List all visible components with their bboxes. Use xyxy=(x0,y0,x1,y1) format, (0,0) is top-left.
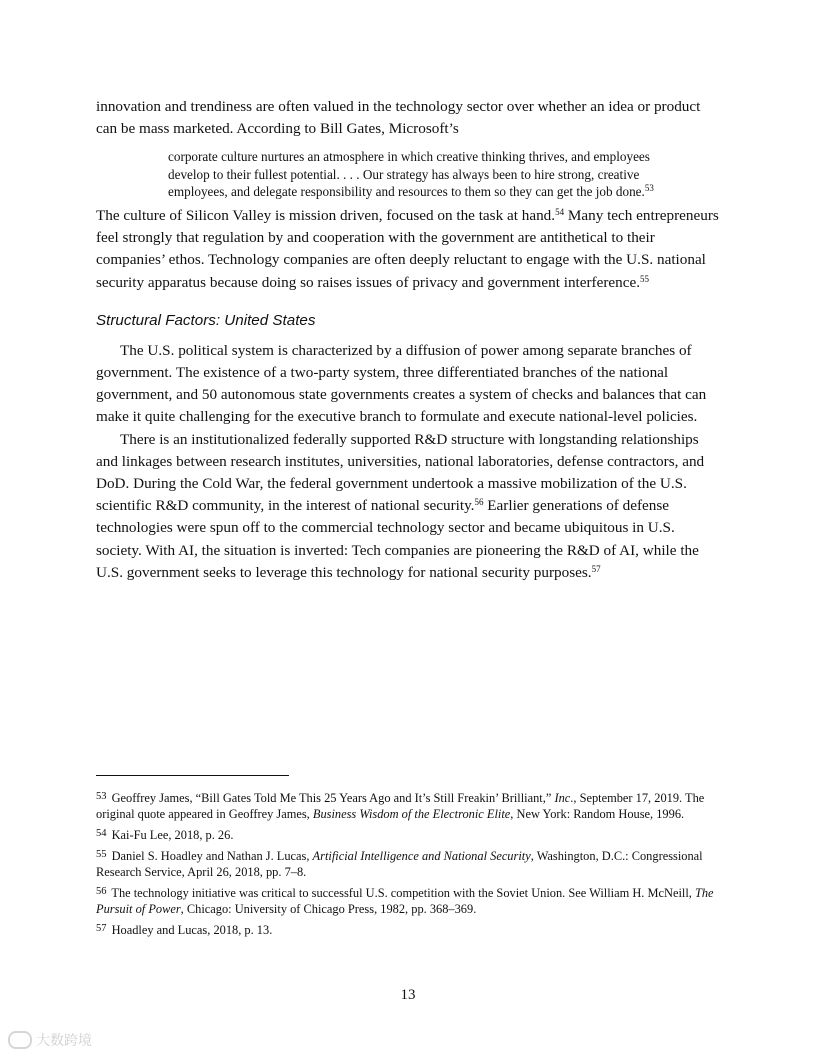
watermark-text: 大数跨境 xyxy=(36,1033,92,1049)
footnote-ref-55[interactable]: 55 xyxy=(640,273,650,284)
block-quote-text: corporate culture nurtures an atmosphere in which creative thinking thrives, and employees develop to their fullest potential. . . . Our strategy has always been to hire strong, creative employees, and delegate responsibility and resources to them so they can get the job done. xyxy=(168,149,650,199)
footnote-text: , New York: Random House, 1996. xyxy=(510,807,685,821)
paragraph-4-part-b: Earlier generations of defense technologies were spun off to the commercial technology sector and became ubiquitous in U.S. society. With AI, the situation is inverted: Tech companies are pioneering the R&D of AI, while the U.S. government seeks to leverage this technology for national security purposes. xyxy=(96,497,699,581)
footnote-ref-56[interactable]: 56 xyxy=(474,497,484,508)
footnote-divider xyxy=(96,775,289,776)
paragraph-4 xyxy=(96,429,720,584)
footnote-55 xyxy=(96,848,720,880)
paragraph-2 xyxy=(96,205,720,294)
footnote-ref-57[interactable]: 57 xyxy=(591,563,601,574)
page-number: 13 xyxy=(400,987,416,1003)
footnote-text: Geoffrey James, “Bill Gates Told Me This 25 Years Ago and It’s Still Freakin’ Brilliant,” xyxy=(108,791,555,805)
footnote-text: Hoadley and Lucas, 2018, p. 13. xyxy=(108,923,273,937)
paragraph-2-part-a: The culture of Silicon Valley is mission driven, focused on the task at hand. xyxy=(96,207,556,225)
watermark-logo-icon xyxy=(8,1031,32,1049)
page-body xyxy=(96,96,720,584)
section-heading: Structural Factors: United States xyxy=(96,311,316,329)
paragraph-1: innovation and trendiness are often valued in the technology sector over whether an idea or product can be mass marketed. According to Bill Gates, Microsoft’s xyxy=(96,98,701,138)
footnote-text: ., September 17, 2019. The original quote appeared in Geoffrey James, xyxy=(96,791,705,821)
footnote-54 xyxy=(96,827,720,843)
footnote-text: The technology initiative was critical to successful U.S. competition with the Soviet Union. See William H. McNeill, xyxy=(108,886,695,900)
watermark xyxy=(8,1030,92,1050)
footnote-ref-54[interactable]: 54 xyxy=(555,207,565,218)
footnote-number: 57 xyxy=(96,923,107,934)
paragraph-2-part-b: Many tech entrepreneurs feel strongly that regulation by and cooperation with the government are antithetical to their companies’ ethos. Technology companies are often deeply reluctant to engage with the U.S. national security apparatus because doing so raises issues of privacy and government interference. xyxy=(96,207,719,291)
footnote-ref-53[interactable]: 53 xyxy=(644,182,654,193)
paragraph-4-part-a: There is an institutionalized federally supported R&D structure with longstanding relationships and linkages between research institutes, universities, national laboratories, defense contractors, and DoD. During the Cold War, the federal government undertook a massive mobilization of the U.S. scientific R&D community, in the interest of national security. xyxy=(96,430,705,515)
footnote-text: , Chicago: University of Chicago Press, 1982, pp. 368–369. xyxy=(180,902,477,916)
footnote-number: 55 xyxy=(96,849,107,860)
footnote-italic: Artificial Intelligence and National Security xyxy=(312,849,531,863)
footnote-number: 56 xyxy=(96,886,107,897)
paragraph-3: The U.S. political system is characterized by a diffusion of power among separate branches of government. The existence of a two-party system, three differentiated branches of the national government, and 50 autonomous state governments creates a system of checks and balances that can make it quite challenging for the executive branch to formulate and execute national-level policies. xyxy=(96,341,707,426)
footnotes xyxy=(96,790,720,943)
footnote-53 xyxy=(96,790,720,822)
footnote-56 xyxy=(96,885,720,917)
footnote-italic: The Pursuit of Power xyxy=(96,886,714,916)
footnote-text: , Washington, D.C.: Congressional Research Service, April 26, 2018, pp. 7–8. xyxy=(96,849,703,879)
footnote-number: 54 xyxy=(96,828,107,839)
footnote-text: Daniel S. Hoadley and Nathan J. Lucas, xyxy=(108,849,313,863)
block-quote xyxy=(168,148,658,200)
footnote-italic: Business Wisdom of the Electronic Elite xyxy=(312,807,511,821)
footnote-57 xyxy=(96,922,720,938)
footnote-italic: Inc xyxy=(554,791,571,805)
footnote-number: 53 xyxy=(96,791,107,802)
footnote-text: Kai-Fu Lee, 2018, p. 26. xyxy=(108,828,234,842)
